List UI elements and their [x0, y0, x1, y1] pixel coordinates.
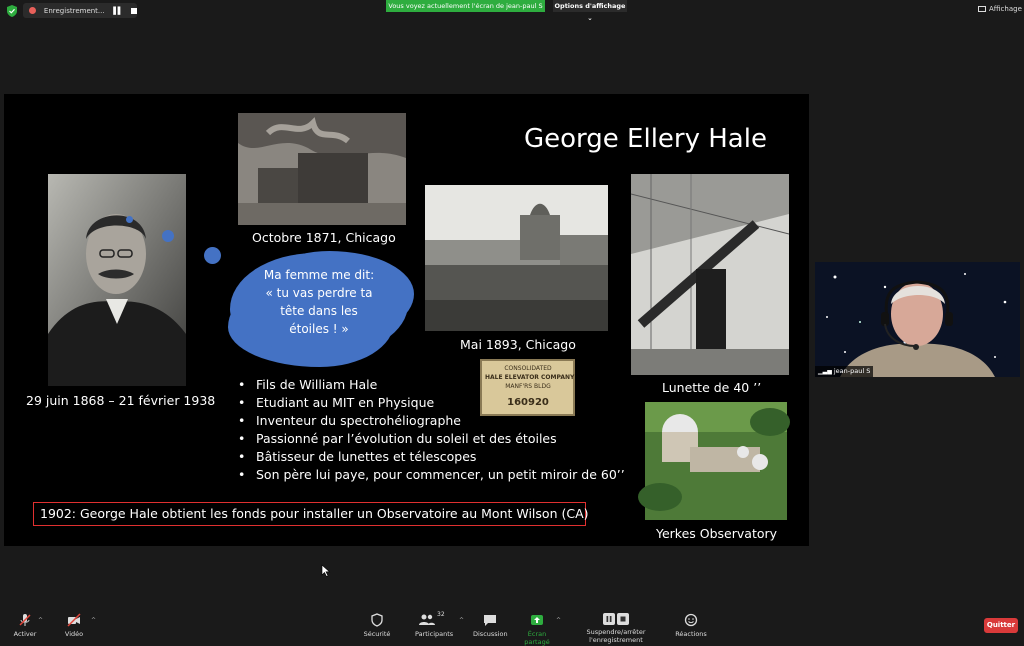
recording-label: Enregistrement... — [43, 6, 105, 15]
share-screen-icon — [530, 613, 544, 627]
participants-icon — [419, 613, 435, 627]
share-options-chevron-icon[interactable]: ^ — [556, 617, 562, 624]
chevron-down-icon: ⌄ — [587, 14, 593, 22]
unmute-button[interactable] — [12, 613, 38, 638]
pause-stop-recording-button[interactable] — [566, 613, 666, 644]
participants-button[interactable] — [415, 613, 453, 638]
video-options-chevron-icon[interactable]: ^ — [91, 617, 97, 624]
chicago-fire-engraving — [238, 113, 406, 225]
thought-bubble-dot — [126, 216, 133, 223]
stop-icon — [617, 613, 629, 625]
security-shield-icon — [6, 5, 18, 17]
participants-options-chevron-icon[interactable]: ^ — [459, 617, 465, 624]
leave-meeting-button[interactable]: Quitter — [984, 618, 1018, 633]
security-button[interactable] — [362, 613, 392, 638]
mouse-cursor-icon — [322, 562, 330, 581]
fire-caption: Octobre 1871, Chicago — [252, 230, 396, 245]
share-screen-label: Écran partagé — [524, 630, 550, 646]
recording-dot-icon — [29, 7, 36, 14]
slide-title: George Ellery Hale — [524, 124, 767, 154]
chat-icon — [483, 613, 497, 627]
shared-slide — [4, 94, 809, 546]
participants-count: 32 — [437, 611, 445, 618]
chat-button[interactable] — [473, 613, 507, 638]
bullet-item: • Son père lui paye, pour commencer, un petit miroir de 60’’ — [238, 466, 625, 484]
view-button[interactable] — [978, 5, 1022, 13]
chicago-expo-photo — [425, 185, 608, 331]
shield-icon — [370, 613, 384, 627]
bullet-item: • Bâtisseur de lunettes et télescopes — [238, 448, 625, 466]
start-video-button[interactable] — [62, 613, 86, 638]
grid-view-icon — [978, 6, 986, 12]
portrait-photo — [48, 174, 186, 386]
emoji-icon — [684, 613, 698, 627]
share-screen-button[interactable] — [516, 613, 558, 646]
highlight-banner: 1902: George Hale obtient les fonds pour installer un Observatoire au Mont Wilson (CA) — [33, 502, 586, 526]
recording-indicator[interactable] — [23, 3, 137, 18]
pause-recording-icon[interactable]: ▌▌ — [113, 6, 123, 15]
participants-label: Participants — [415, 630, 454, 638]
video-label: Vidéo — [64, 630, 84, 638]
view-options-button[interactable] — [553, 0, 627, 22]
signal-strength-icon: ▁▃▅ — [818, 368, 832, 375]
bullet-item: • Inventeur du spectrohéliographe — [238, 412, 625, 430]
pause-icon — [603, 613, 615, 625]
unmute-label: Activer — [13, 630, 37, 638]
view-button-label: Affichage — [989, 5, 1022, 13]
chat-label: Discussion — [473, 630, 508, 638]
telescope-photo — [631, 174, 789, 375]
expo-caption: Mai 1893, Chicago — [460, 337, 576, 352]
bullet-list — [238, 376, 625, 484]
thought-cloud-text: Ma femme me dit: « tu vas perdre ta tête dans les étoiles ! » — [263, 268, 375, 336]
microphone-muted-icon — [18, 613, 32, 627]
video-camera-muted-icon — [67, 613, 81, 627]
yerkes-observatory-photo — [645, 402, 787, 520]
participant-name-tag — [815, 366, 873, 377]
bullet-item: • Etudiant au MIT en Physique — [238, 394, 625, 412]
pause-stop-recording-label: Suspendre/arrêter l'enregistrement — [586, 628, 646, 644]
view-options-label: Options d'affichage — [554, 2, 626, 10]
stop-recording-icon[interactable] — [131, 8, 137, 14]
telescope-caption: Lunette de 40 ’’ — [662, 380, 762, 395]
elevator-ticket: CONSOLIDATED HALE ELEVATOR COMPANY MANF'RS BLDG 160920 — [480, 359, 575, 416]
screen-share-banner: Vous voyez actuellement l'écran de jean-paul S — [386, 0, 545, 12]
security-label: Sécurité — [363, 630, 391, 638]
thought-bubble-dot — [162, 230, 174, 242]
reactions-label: Réactions — [675, 630, 707, 638]
reactions-button[interactable] — [675, 613, 707, 638]
participant-video[interactable] — [815, 262, 1020, 377]
bullet-item: • Fils de William Hale — [238, 376, 625, 394]
participant-name: jean-paul S — [833, 367, 871, 375]
bullet-item: • Passionné par l’évolution du soleil et des étoiles — [238, 430, 625, 448]
portrait-caption: 29 juin 1868 – 21 février 1938 — [26, 393, 216, 408]
audio-options-chevron-icon[interactable]: ^ — [38, 617, 44, 624]
yerkes-caption: Yerkes Observatory — [656, 526, 778, 541]
thought-bubble-dot — [204, 247, 221, 264]
